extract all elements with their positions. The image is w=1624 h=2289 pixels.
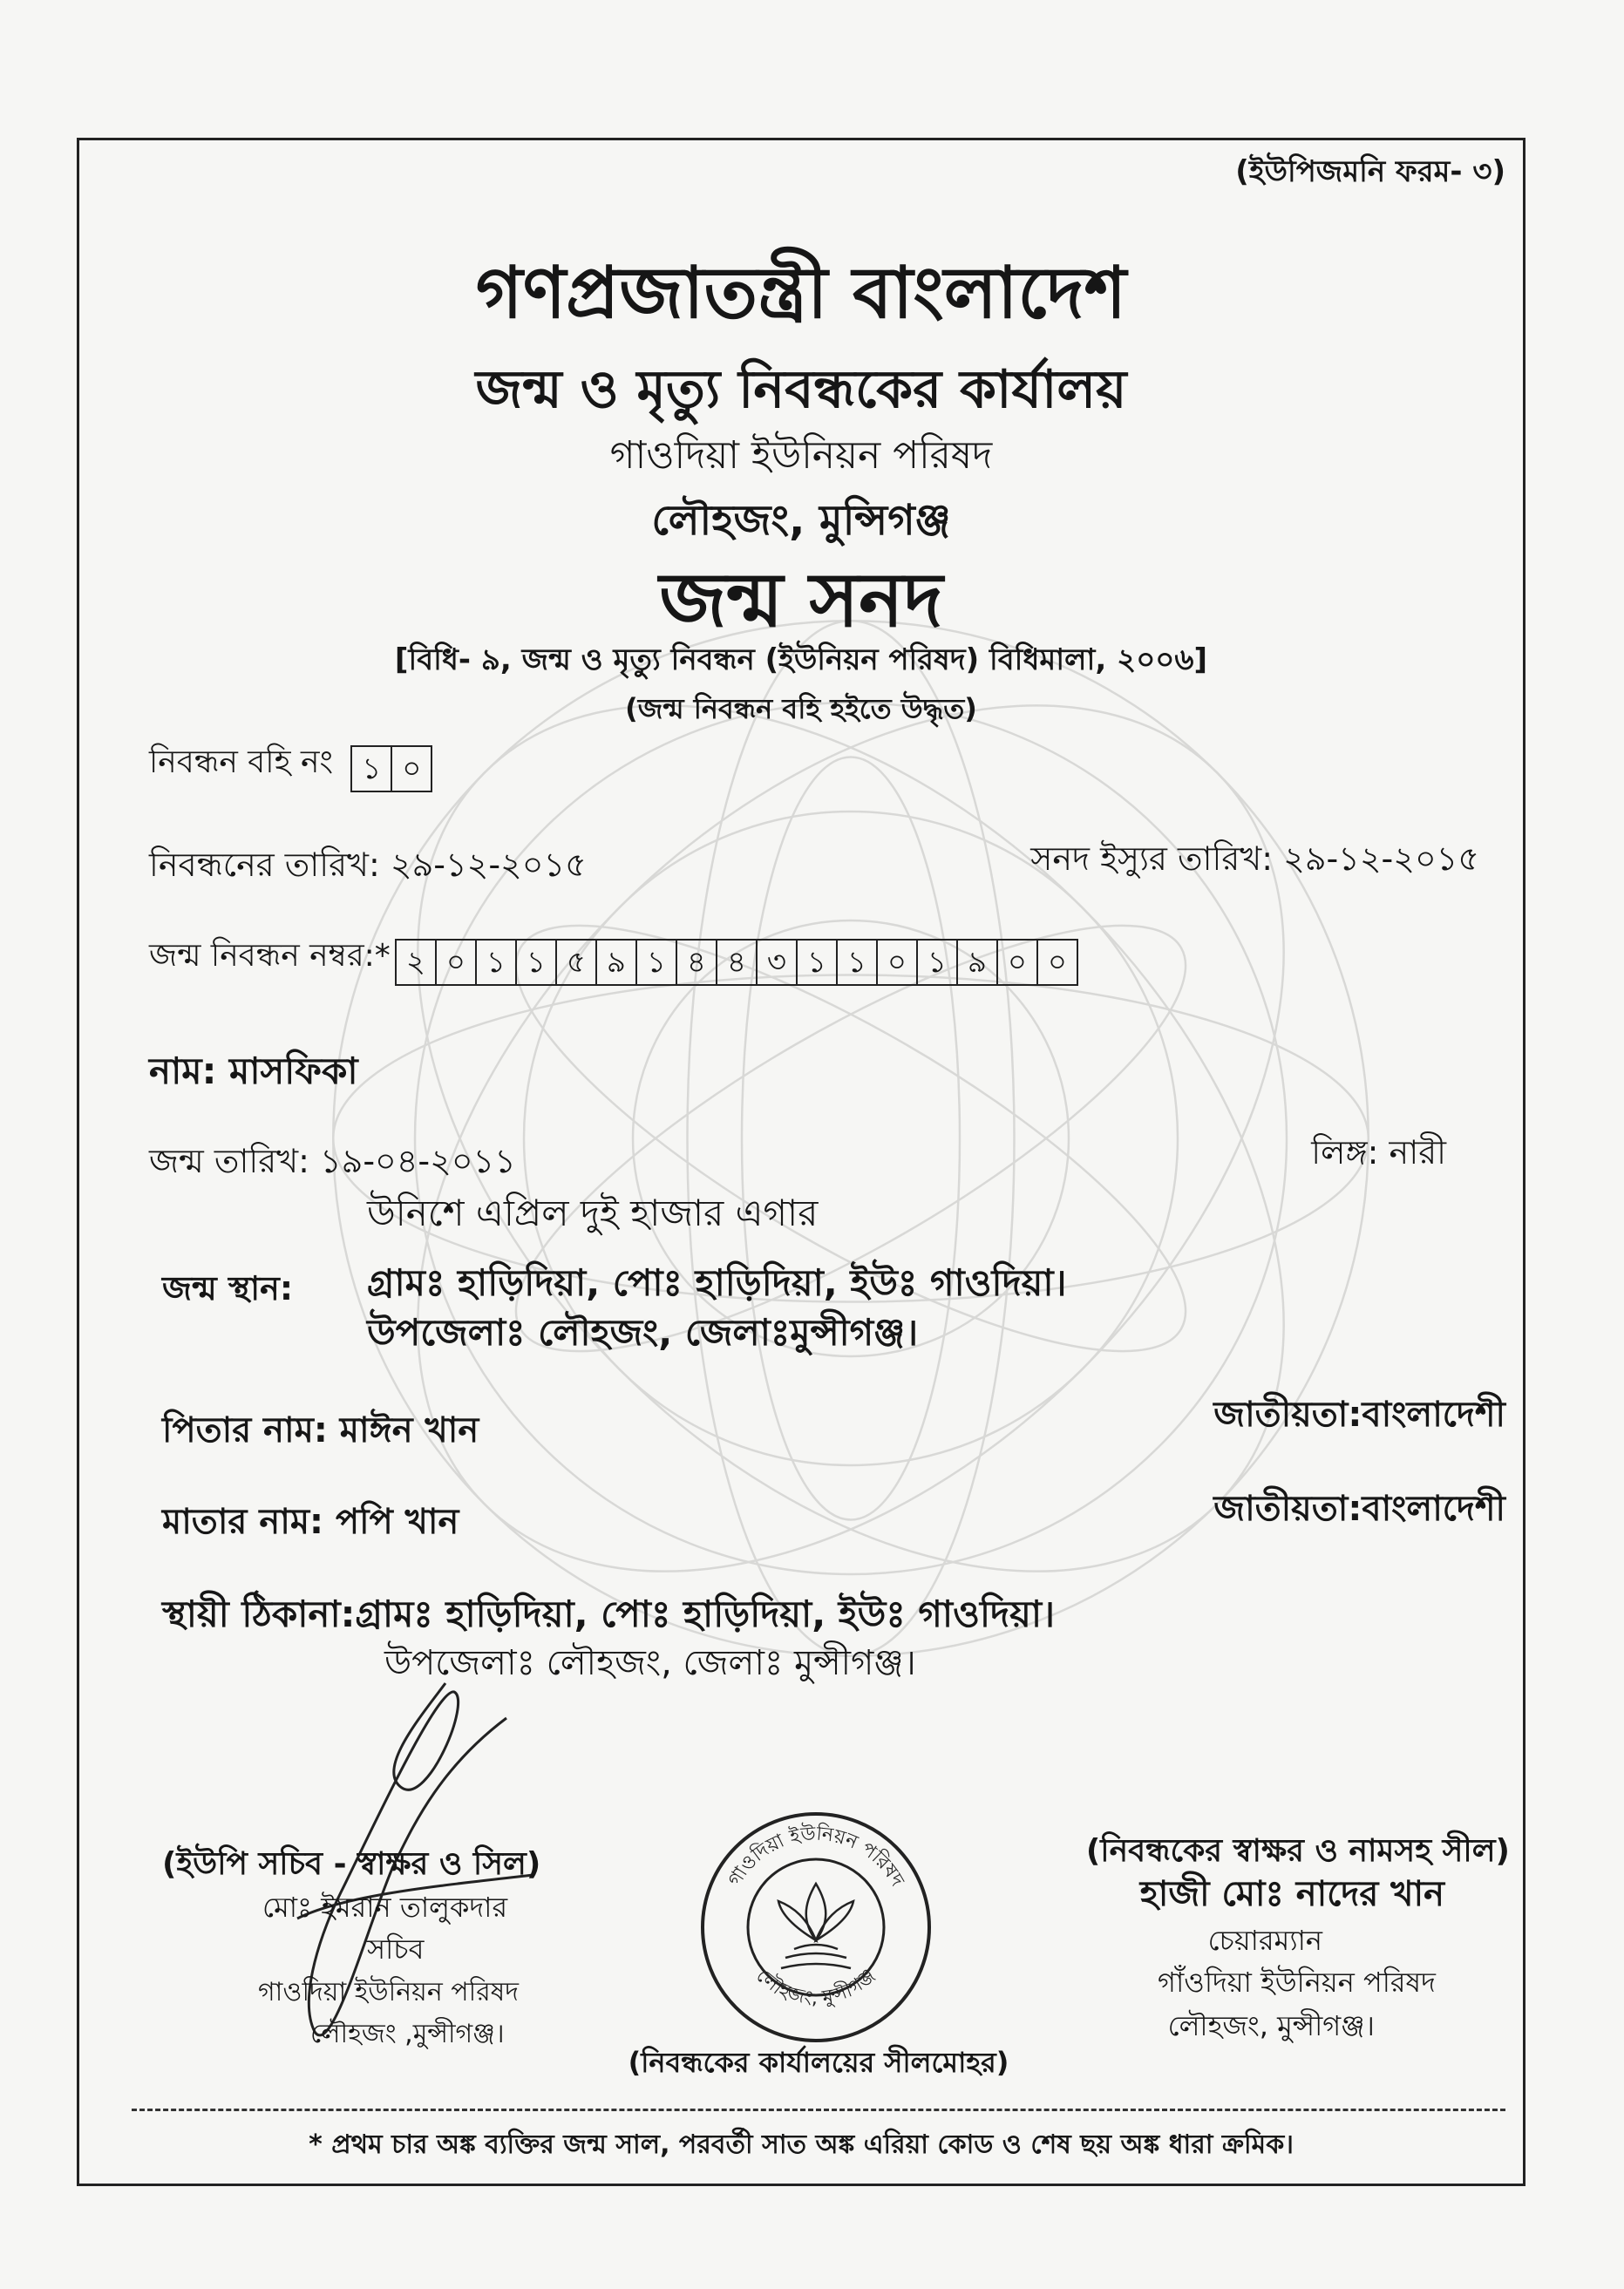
dob-in-words: উনিশে এপ্রিল দুই হাজার এগার xyxy=(367,1192,819,1234)
registration-date-value: ২৯-১২-২০১৫ xyxy=(390,846,587,884)
registration-digit: ৪ xyxy=(717,941,758,984)
registration-digit: ১ xyxy=(477,941,517,984)
father-value: মাঈন খান xyxy=(339,1410,479,1450)
mother-row xyxy=(162,1494,459,1552)
mother-value: পপি খান xyxy=(335,1502,459,1542)
mother-nationality xyxy=(1213,1481,1505,1539)
mother-label: মাতার নাম: xyxy=(162,1502,324,1542)
book-digit: ১ xyxy=(352,747,392,791)
seal-ring-bottom: লৌহজং, মুন্সীগঞ্জ xyxy=(751,1965,880,2010)
registration-digit: ১ xyxy=(517,941,557,984)
registration-digit: ১ xyxy=(637,941,677,984)
father-nationality-label: জাতীয়তা: xyxy=(1213,1395,1362,1435)
dob-label: জন্ম তারিখ: xyxy=(149,1142,309,1180)
registration-digit: ২ xyxy=(397,941,437,984)
registrar-union: গাঁওদিয়া ইউনিয়ন পরিষদ xyxy=(1158,1966,1436,1999)
document-title: জন্ম সনদ xyxy=(659,557,943,644)
father-row xyxy=(162,1403,479,1461)
extract-note: (জন্ম নিবন্ধন বহি হইতে উদ্ধৃত) xyxy=(625,692,977,725)
svg-text:লৌহজং, মুন্সীগঞ্জ xyxy=(752,1964,880,2009)
registration-digit: ০ xyxy=(437,941,477,984)
father-nationality-value: বাংলাদেশী xyxy=(1362,1395,1505,1435)
permanent-address-value1: গ্রামঃ হাড়িদিয়া, পোঃ হাড়িদিয়া, ইউঃ গাওদিয়া। xyxy=(355,1593,1056,1635)
secretary-designation: সচিব xyxy=(367,1932,425,1966)
father-nationality xyxy=(1213,1387,1505,1445)
issue-date-row xyxy=(1030,833,1479,889)
registrar-title: (নিবন্ধকের স্বাক্ষর ও নামসহ সীল) xyxy=(1085,1833,1510,1869)
book-number-label: নিবন্ধন বহি নং xyxy=(149,744,333,780)
country-title: গণপ্রজাতন্ত্রী বাংলাদেশ xyxy=(475,252,1127,335)
seal-caption: (নিবন্ধকের কার্যালয়ের সীলমোহর) xyxy=(628,2046,1009,2079)
registration-digit: ৫ xyxy=(557,941,597,984)
location-title: লৌহজং, মুন্সিগঞ্জ xyxy=(651,496,951,545)
name-label: নাম: xyxy=(149,1049,217,1092)
registrar-location: লৌহজং, মুন্সীগঞ্জ। xyxy=(1167,2009,1375,2042)
seal-ring-top: গাওদিয়া ইউনিয়ন পরিষদ xyxy=(724,1823,908,1891)
rule-reference: [বিধি- ৯, জন্ম ও মৃত্যু নিবন্ধন (ইউনিয়ন পরিষদ) বিধিমালা, ২০০৬] xyxy=(394,642,1208,677)
registration-number-row xyxy=(149,932,1078,986)
book-number-row xyxy=(149,738,432,792)
registration-number-label: জন্ম নিবন্ধন নম্বর:* xyxy=(149,938,391,974)
issue-date-value: ২৯-১২-২০১৫ xyxy=(1283,839,1479,878)
birthplace-label: জন্ম স্থান: xyxy=(162,1269,294,1308)
office-seal xyxy=(698,1810,934,2045)
secretary-title: (ইউপি সচিব - স্বাক্ষর ও সিল) xyxy=(162,1846,541,1882)
registrar-designation: চেয়ারম্যান xyxy=(1207,1924,1322,1957)
secretary-union: গাওদিয়া ইউনিয়ন পরিষদ xyxy=(258,1977,520,2007)
form-number: (ইউপিজমনি ফরম- ৩) xyxy=(1235,154,1505,189)
registration-date-label: নিবন্ধনের তারিখ: xyxy=(149,846,380,884)
shapla-emblem-icon xyxy=(778,1884,853,1968)
name-value: মাসফিকা xyxy=(229,1049,358,1092)
book-number-boxes xyxy=(350,745,432,792)
registration-digit: ৯ xyxy=(597,941,637,984)
mother-nationality-label: জাতীয়তা: xyxy=(1213,1489,1362,1529)
registration-number-boxes xyxy=(395,939,1078,986)
book-digit: ০ xyxy=(402,751,422,786)
registration-digit: ১ xyxy=(798,941,838,984)
registration-digit: ১ xyxy=(918,941,958,984)
registration-digit: ০ xyxy=(1047,944,1067,980)
sex-value: নারী xyxy=(1389,1133,1446,1172)
permanent-address-line2: উপজেলাঃ লৌহজং, জেলাঃ মুন্সীগঞ্জ। xyxy=(384,1643,916,1683)
registration-digit: ৯ xyxy=(958,941,998,984)
registrar-name: হাজী মোঃ নাদের খান xyxy=(1139,1874,1444,1914)
birthplace-line1: গ্রামঃ হাড়িদিয়া, পোঃ হাড়িদিয়া, ইউঃ গাওদিয়া। xyxy=(367,1261,1067,1304)
footnote-divider xyxy=(132,2109,1505,2111)
issue-date-label: সনদ ইস্যুর তারিখ: xyxy=(1030,839,1274,878)
registration-date-row xyxy=(149,839,587,895)
secretary-location: লৌহজং ,মুন্সীগঞ্জ। xyxy=(310,2019,505,2049)
secretary-name: মোঃ ইমরান তালুকদার xyxy=(262,1891,508,1924)
registration-digit: ৪ xyxy=(677,941,717,984)
office-title: জন্ম ও মৃত্যু নিবন্ধকের কার্যালয় xyxy=(475,359,1127,420)
registration-digit: ৩ xyxy=(758,941,798,984)
birthplace-line2: উপজেলাঃ লৌহজং, জেলাঃমুন্সীগঞ্জ। xyxy=(367,1311,919,1354)
dob-row xyxy=(149,1136,516,1192)
certificate-frame xyxy=(77,138,1525,2186)
footnote: * প্রথম চার অঙ্ক ব্যক্তির জন্ম সাল, পরবর্তী সাত অঙ্ক এরিয়া কোড ও শেষ ছয় অঙ্ক ধারা ক্রমিক। xyxy=(309,2129,1294,2160)
registration-digit: ০ xyxy=(878,941,918,984)
sex-row xyxy=(1311,1127,1446,1183)
registration-digit: ০ xyxy=(998,941,1038,984)
dob-value: ১৯-০৪-২০১১ xyxy=(320,1142,516,1180)
father-label: পিতার নাম: xyxy=(162,1410,328,1450)
registration-digit: ১ xyxy=(838,941,878,984)
name-row xyxy=(149,1043,358,1104)
permanent-address-label: স্থায়ী ঠিকানা: xyxy=(162,1593,356,1635)
sex-label: লিঙ্গ: xyxy=(1311,1133,1379,1172)
mother-nationality-value: বাংলাদেশী xyxy=(1362,1489,1505,1529)
union-title: গাওদিয়া ইউনিয়ন পরিষদ xyxy=(609,433,993,478)
